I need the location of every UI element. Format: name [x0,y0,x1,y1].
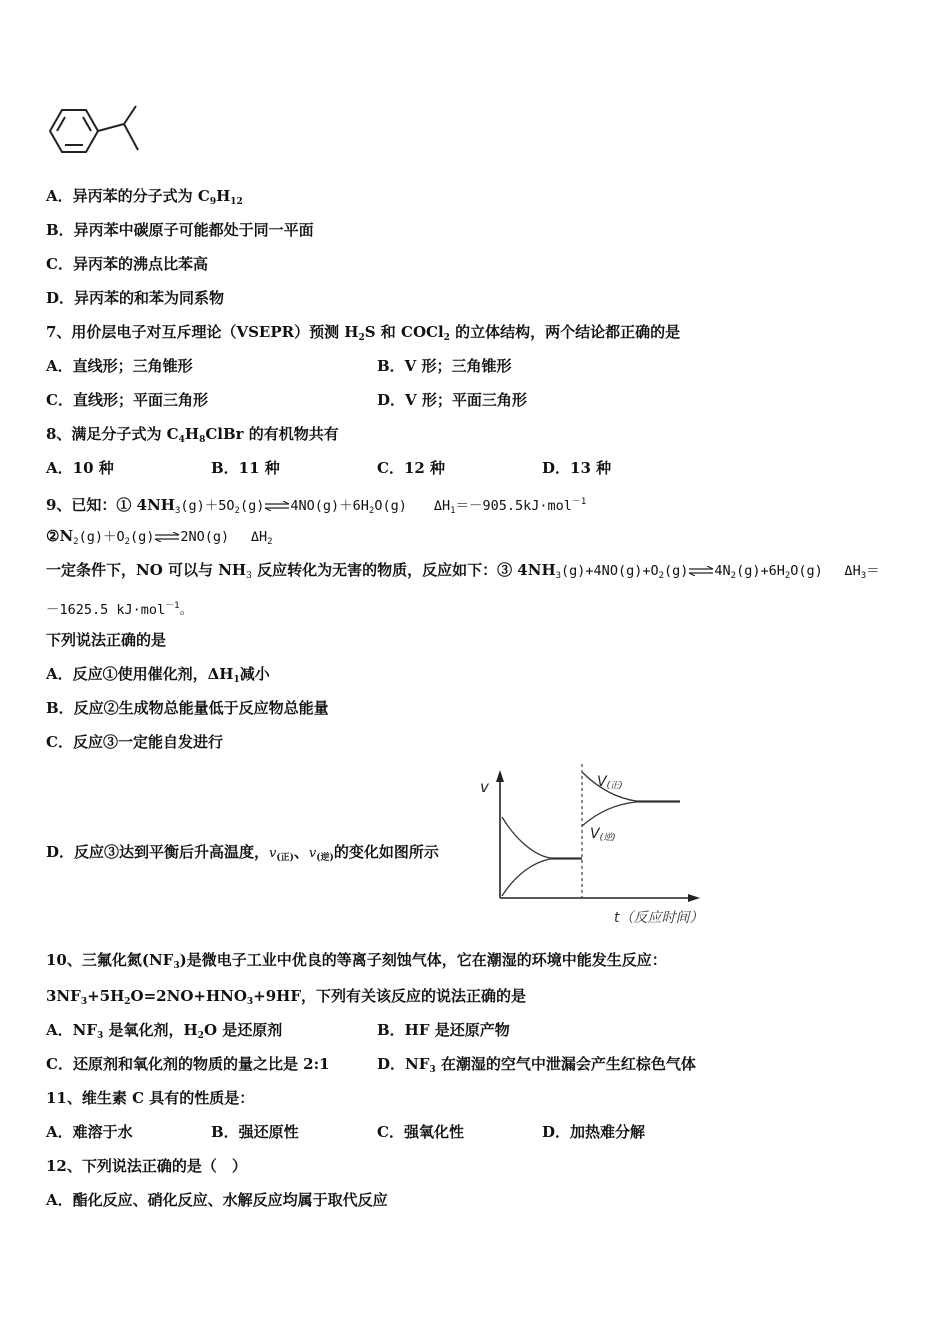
q11-option-a: A．难溶于水 [46,1123,133,1141]
q9-option-a: A．反应①使用催化剂，$\Delta H_1$减小 [46,665,270,685]
q9-question: 下列说法正确的是 [46,631,167,649]
equilibrium-arrow-icon [688,566,714,576]
q7-stem: 7、用价层电子对互斥理论（VSEPR）预测 $H_2S$ 和 COCl$_2$ 的立体结构，两个结论都正确的是 [46,323,681,343]
q11-option-c: C．强氧化性 [377,1123,464,1141]
reverse-rate-label: V(逆) [590,826,616,843]
q8-option-a: A．10 种 [46,459,114,477]
q10-option-d: D．$NF_3$ 在潮湿的空气中泄漏会产生红棕色气体 [377,1055,696,1075]
q11-option-d: D．加热难分解 [542,1123,646,1141]
q7-option-d: D．V 形；平面三角形 [377,391,527,409]
q6-option-b: B．异丙苯中碳原子可能都处于同一平面 [46,221,314,239]
rate-time-graph [476,762,736,932]
equilibrium-arrow-icon [154,532,180,542]
forward-rate-curve-1 [502,817,582,858]
q9-equation-3-value: －1625.5 kJ·mol$^{-1}$。 [46,601,194,618]
q6-option-c: C．异丙苯的沸点比苯高 [46,255,208,273]
equilibrium-arrow-icon [264,501,290,511]
x-axis-label: t（反应时间） [614,910,704,926]
q9-option-d: D．反应③达到平衡后升高温度，$v_{(正)}$、$v_{(逆)}$的变化如图所示 [46,843,439,863]
q10-option-a: A．$NF_3$ 是氧化剂，$H_2O$ 是还原剂 [46,1021,283,1041]
q12-option-a: A．酯化反应、硝化反应、水解反应均属于取代反应 [46,1191,388,1209]
q6-option-d: D．异丙苯的和苯为同系物 [46,289,225,307]
q6-option-a: A．异丙苯的分子式为 $C_9H_{12}$ [46,187,243,207]
q8-stem: 8、满足分子式为 $C_4H_8ClBr$ 的有机物共有 [46,425,339,445]
q12-stem: 12、下列说法正确的是（ ） [46,1157,247,1175]
q9-option-b: B．反应②生成物总能量低于反应物总能量 [46,699,329,717]
q11-option-b: B．强还原性 [211,1123,299,1141]
q9-equation-1: 9、已知：① $4NH_3(g)+5O_2(g)$ $4NO(g)+6H_2O(g)$ $\Delta H_1=-905.5kJ\cdot mol^{-1}$ [46,496,587,516]
y-axis-label: v [480,778,489,796]
q8-option-b: B．11 种 [211,459,280,477]
q7-option-a: A．直线形；三角锥形 [46,357,193,375]
q10-option-b: B．HF 是还原产物 [377,1021,510,1039]
forward-rate-label: V(正) [597,774,623,791]
q9-equation-3: 一定条件下，NO 可以与 $NH_3$ 反应转化为无害的物质，反应如下：③ $4NH_3(g)+4NO(g)+O_2(g)$ $4N_2(g)+6H_2O(g)$ $\Delta H_3=$ [46,561,880,581]
q8-option-d: D．13 种 [542,459,612,477]
q7-option-c: C．直线形；平面三角形 [46,391,208,409]
q9-equation-2: $②N_2(g)+O_2(g)$ 2NO(g) $\Delta H_2$ [46,527,273,547]
isopropylbenzene-structure [44,98,148,164]
q7-option-b: B．V 形；三角锥形 [377,357,512,375]
reverse-rate-curve-2 [582,802,680,826]
q9-option-c: C．反应③一定能自发进行 [46,733,223,751]
q10-stem-line-2: $3NF_3+5H_2O=2NO+HNO_3+9HF$，下列有关该反应的说法正确的是 [46,987,527,1007]
q10-option-c: C．还原剂和氧化剂的物质的量之比是 2:1 [46,1055,330,1073]
q11-stem: 11、维生素 C 具有的性质是： [46,1089,255,1107]
reverse-rate-curve-1 [502,859,582,896]
q8-option-c: C．12 种 [377,459,446,477]
q10-stem-line-1: 10、三氟化氮$(NF_3)$是微电子工业中优良的等离子刻蚀气体，它在潮湿的环境中能发生反应： [46,951,667,971]
